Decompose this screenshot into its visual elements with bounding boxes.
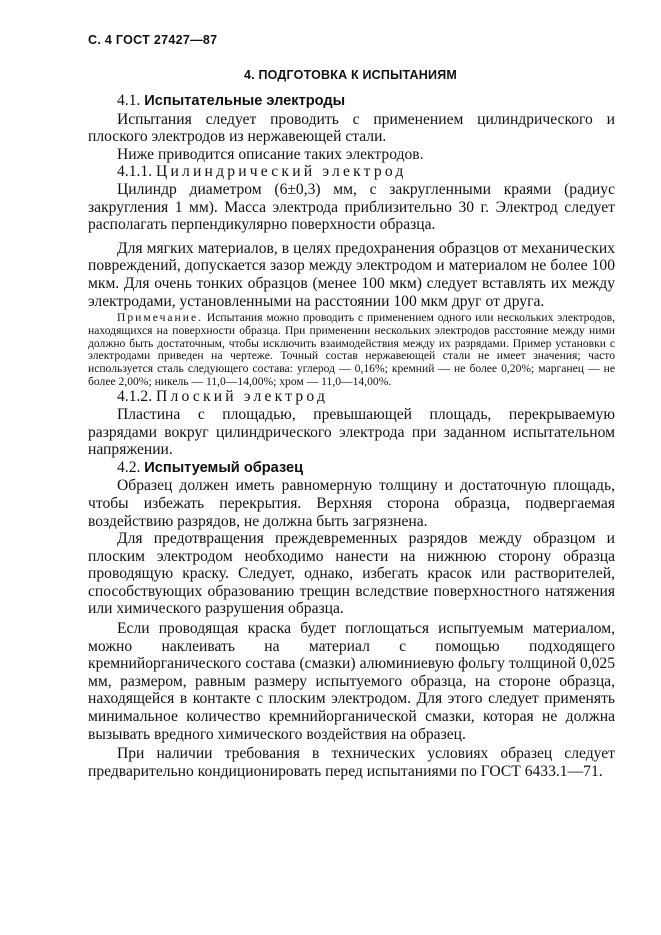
paragraph: Испытания следует проводить с применением цилиндрического и плоского электродов из нержавеющей стали.: [88, 110, 615, 146]
paragraph: Для мягких материалов, в целях предохранения образцов от механических повреждений, допускается зазор между электродом и материалом не более 100 мкм. Для очень тонких образцов (менее 100 мкм) следует вставлять их между электродами, установленными на расстоянии 100 мкм друг от друга.: [88, 239, 615, 310]
heading-4-1-1: [88, 163, 615, 181]
heading-4-2: [88, 459, 615, 478]
paragraph: Пластина с площадью, превышающей площадь, перекрываемую разрядами вокруг цилиндрического электрода при заданном испытательном напряжении.: [88, 405, 615, 459]
paragraph: Ниже приводится описание таких электродов.: [117, 145, 424, 163]
paragraph: При наличии требования в технических условиях образец следует предварительно кондиционировать перед испытаниями по ГОСТ 6433.1—71.: [88, 745, 615, 780]
paragraph: Образец должен иметь равномерную толщину и достаточную площадь, чтобы избежать перекрытия. Верхняя сторона образца, подвергаемая воздействию разрядов, не должна быть загрязнена.: [88, 477, 615, 530]
note-label: Примечание.: [117, 311, 203, 325]
heading-title: Цилиндрический электрод: [156, 163, 407, 181]
page-content: [88, 92, 615, 780]
heading-title: Испытуемый образец: [144, 459, 304, 476]
paragraph: Если проводящая краска будет поглощаться испытуемым материалом, можно наклеивать на материал с помощью подходящего кремнийорганического состава (смазки) алюминиевую фольгу толщиной 0,025 мм, размером, равным размеру испытуемого образца, на стороне образца, находящейся в контакте с плоским электродом. Для этого следует применять минимальное количество кремнийорганической смазки, которая не должна вызывать вредного химического воздействия на образец.: [88, 620, 615, 743]
heading-number: 4.1.1.: [117, 163, 153, 181]
paragraph: Для предотвращения преждевременных разрядов между образцом и плоским электродом необходимо нанести на нижнюю сторону образца проводящую краску. Следует, однако, избегать красок или растворителей, способствующих образованию трещин вследствие поверхностного натяжения или химического разрушения образца.: [88, 530, 615, 618]
heading-title: Испытательные электроды: [144, 93, 346, 109]
heading-4-1: [88, 92, 615, 111]
heading-4-1-2: [88, 388, 615, 406]
heading-number: 4.1.2.: [117, 388, 153, 406]
heading-number: 4.2.: [117, 458, 141, 476]
heading-title: Плоский электрод: [156, 388, 329, 406]
heading-number: 4.1.: [117, 92, 141, 109]
page-header: С. 4 ГОСТ 27427—87: [88, 33, 218, 47]
note: [88, 312, 615, 388]
paragraph: Цилиндр диаметром (6±0,3) мм, с закругленными краями (радиус закругления 1 мм). Масса электрода приблизительно 30 г. Электрод следует располагать перпендикулярно поверхности образца.: [88, 180, 615, 234]
note-text: Испытания можно проводить с применением одного или нескольких электродов, находящихся на поверхности образца. При применении нескольких электродов расстояние между ними должно быть достаточным, чтобы исключить взаимодействия между их разрядами. Пример установки с электродами приведен на чертеже. Точный состав нержавеющей стали не имеет значения; часто используется сталь следующего состава: углерод — 0,16%; кремний — не более 0,20%; марганец — не более 2,00%; никель — 11,0—14,00%; хром — 11,0—14,00%.: [88, 311, 615, 388]
section-title: 4. ПОДГОТОВКА К ИСПЫТАНИЯМ: [243, 68, 457, 82]
